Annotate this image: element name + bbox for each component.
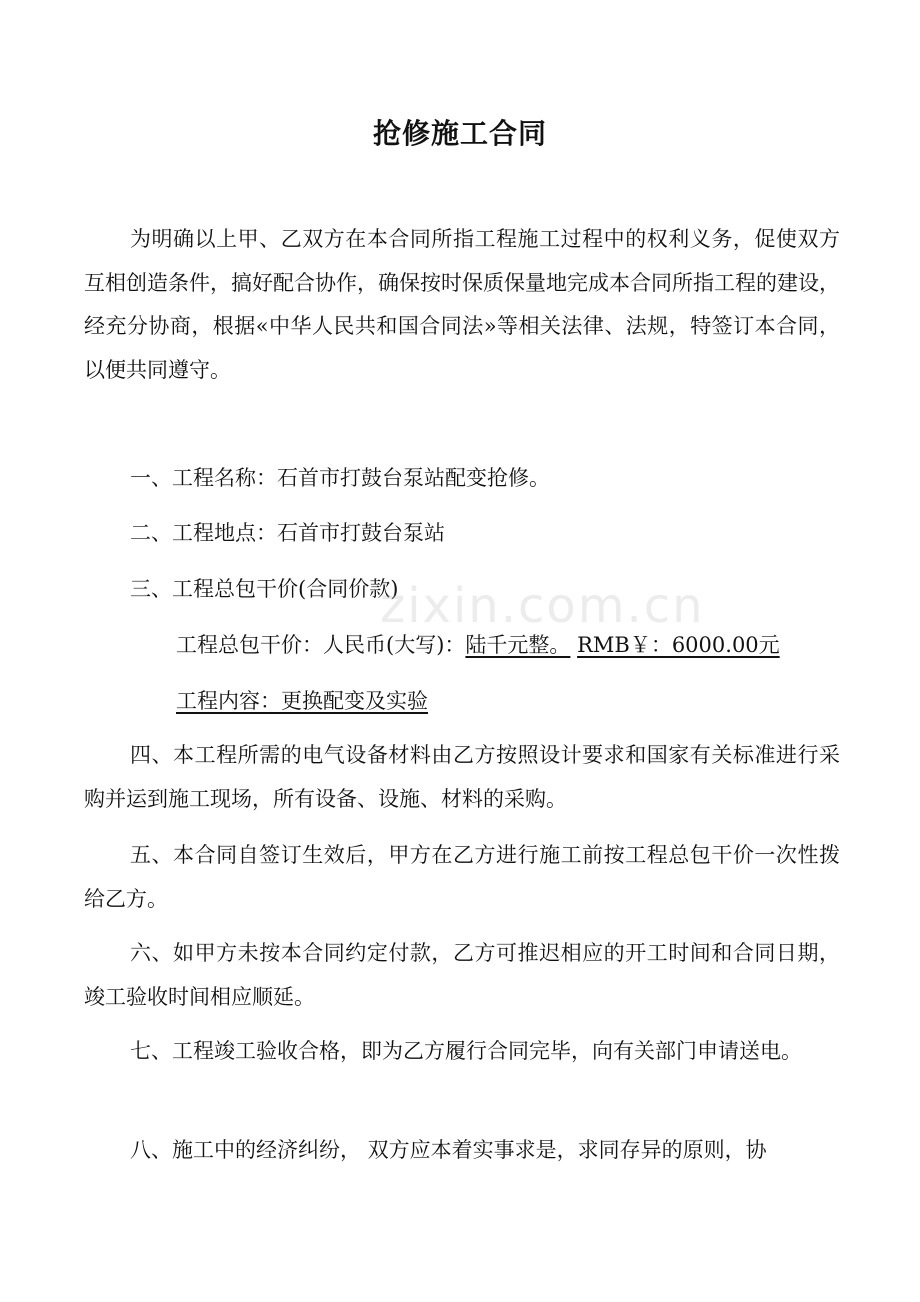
price-label: 工程总包干价：人民币(大写)： xyxy=(176,633,466,657)
clause-5-payment: 五、本合同自签订生效后，甲方在乙方进行施工前按工程总包干价一次性拨给乙方。 xyxy=(84,843,840,911)
clause-8-disputes: 八、施工中的经济纠纷， 双方应本着实事求是，求同存异的原则，协 xyxy=(130,1138,767,1162)
clause-3-contract-price-heading: 三、工程总包干价(合同价款) xyxy=(130,577,399,601)
clause-7-acceptance: 七、工程竣工验收合格，即为乙方履行合同完毕，向有关部门申请送电。 xyxy=(130,1039,802,1063)
price-line xyxy=(176,630,780,660)
price-amount-words: 陆千元整。 xyxy=(465,633,571,657)
watermark: zixin.com.cn xyxy=(380,578,705,634)
intro-paragraph: 为明确以上甲、乙双方在本合同所指工程施工过程中的权利义务，促使双方互相创造条件，搞好配合协作，确保按时保质保量地完成本合同所指工程的建设，经充分协商，根据«中华人民共和国合同法»等相关法律、法规，特签订本合同，以便共同遵守。 xyxy=(84,227,840,382)
clause-1-project-name: 一、工程名称：石首市打鼓台泵站配变抢修。 xyxy=(130,466,550,490)
clause-2-project-location: 二、工程地点：石首市打鼓台泵站 xyxy=(130,521,445,545)
document-title: 抢修施工合同 xyxy=(372,117,547,150)
price-amount-figure: RMB￥：6000.00元 xyxy=(577,633,780,657)
clause-4-materials: 四、本工程所需的电气设备材料由乙方按照设计要求和国家有关标准进行采购并运到施工现场，所有设备、设施、材料的采购。 xyxy=(84,743,840,811)
project-content: 工程内容：更换配变及实验 xyxy=(176,689,428,713)
clause-6-late-payment: 六、如甲方未按本合同约定付款，乙方可推迟相应的开工时间和合同日期，竣工验收时间相应顺延。 xyxy=(84,941,840,1009)
